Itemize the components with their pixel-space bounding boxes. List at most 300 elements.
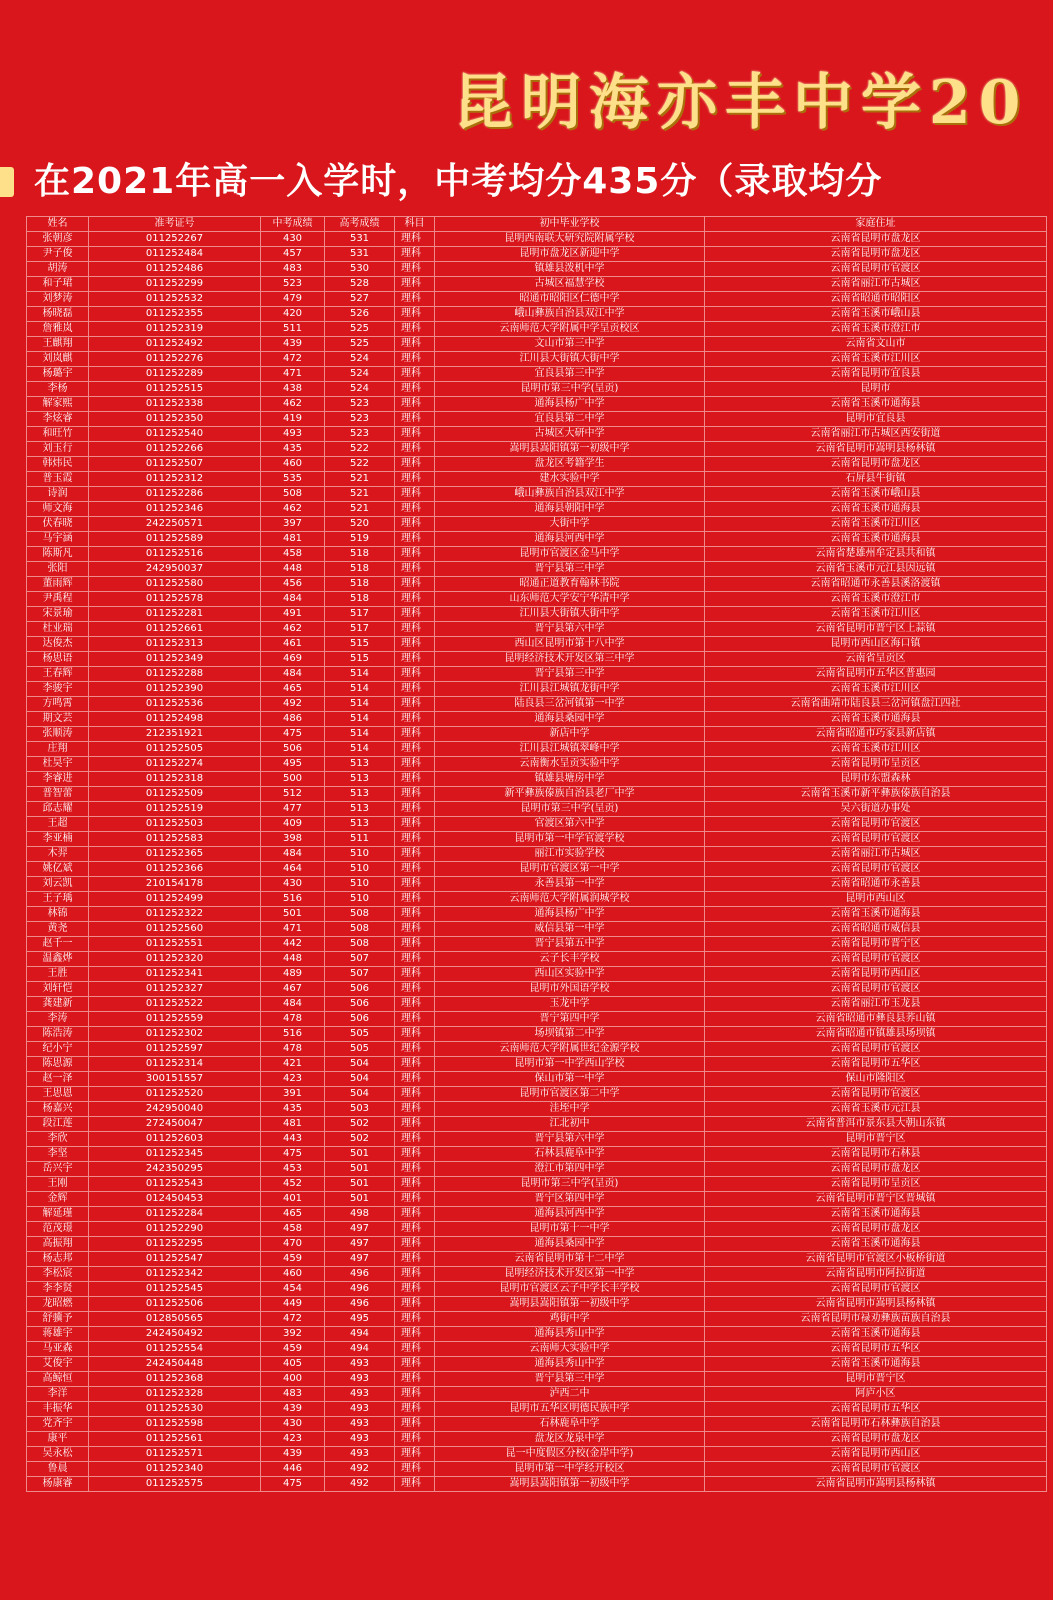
table-row [27,817,1047,832]
name-cell: 刘轩恺 [27,982,89,997]
table-row [27,1072,1047,1087]
school-cell: 昆明市盘龙区新迎中学 [435,247,705,262]
name-cell: 杨志邦 [27,1252,89,1267]
exam-id-cell: 011252327 [89,982,261,997]
gaokao-score-cell: 497 [325,1222,395,1237]
school-cell: 永善县第一中学 [435,877,705,892]
address-cell: 云南省玉溪市新平彝族傣族自治县 [705,787,1047,802]
address-cell: 云南省玉溪市通海县 [705,502,1047,517]
zhongkao-score-cell: 475 [261,1477,325,1492]
name-cell: 李亚楠 [27,832,89,847]
table-row [27,367,1047,382]
exam-id-cell: 011252507 [89,457,261,472]
table-row [27,1117,1047,1132]
exam-id-cell: 011252503 [89,817,261,832]
exam-id-cell: 011252322 [89,907,261,922]
name-cell: 张阳 [27,562,89,577]
exam-id-cell: 011252486 [89,262,261,277]
school-cell: 石林鹿阜中学 [435,1417,705,1432]
name-cell: 和子珺 [27,277,89,292]
address-cell: 云南省玉溪市通海县 [705,532,1047,547]
zhongkao-score-cell: 481 [261,1117,325,1132]
address-cell: 云南省丽江市玉龙县 [705,997,1047,1012]
table-row [27,967,1047,982]
name-cell: 杨璐宇 [27,367,89,382]
table-row [27,1252,1047,1267]
zhongkao-score-cell: 495 [261,757,325,772]
gaokao-score-cell: 522 [325,457,395,472]
address-cell: 昆明市晋宁区 [705,1372,1047,1387]
address-cell: 云南省玉溪市通海县 [705,397,1047,412]
gaokao-score-cell: 510 [325,877,395,892]
zhongkao-score-cell: 435 [261,442,325,457]
address-cell: 云南省昆明市嵩明县杨林镇 [705,1297,1047,1312]
school-cell: 昆明市第三中学(呈贡) [435,802,705,817]
exam-id-cell: 011252274 [89,757,261,772]
gaokao-score-cell: 528 [325,277,395,292]
table-row [27,682,1047,697]
school-cell: 大街中学 [435,517,705,532]
subject-cell: 理科 [395,292,435,307]
exam-id-cell: 242250571 [89,517,261,532]
table-row [27,847,1047,862]
table-row [27,712,1047,727]
exam-id-cell: 011252484 [89,247,261,262]
subject-cell: 理科 [395,1132,435,1147]
exam-id-cell: 011252390 [89,682,261,697]
school-cell: 玉龙中学 [435,997,705,1012]
table-row [27,1222,1047,1237]
gaokao-score-cell: 501 [325,1147,395,1162]
zhongkao-score-cell: 460 [261,457,325,472]
subject-cell: 理科 [395,1042,435,1057]
exam-id-cell: 011252540 [89,427,261,442]
school-cell: 昭通市昭阳区仁德中学 [435,292,705,307]
table-row [27,307,1047,322]
gaokao-score-cell: 510 [325,862,395,877]
name-cell: 黄尧 [27,922,89,937]
gaokao-score-cell: 531 [325,247,395,262]
zhongkao-score-cell: 457 [261,247,325,262]
address-cell: 云南省昆明市阿拉街道 [705,1267,1047,1282]
name-cell: 舒骥予 [27,1312,89,1327]
subject-cell: 理科 [395,322,435,337]
school-cell: 宜良县第二中学 [435,412,705,427]
table-row [27,772,1047,787]
name-cell: 刘梦涛 [27,292,89,307]
subject-cell: 理科 [395,667,435,682]
gaokao-score-cell: 494 [325,1342,395,1357]
table-row [27,1327,1047,1342]
exam-id-cell: 011252578 [89,592,261,607]
table-row [27,1162,1047,1177]
name-cell: 刘岚麒 [27,352,89,367]
zhongkao-score-cell: 462 [261,502,325,517]
name-cell: 王思恩 [27,1087,89,1102]
zhongkao-score-cell: 430 [261,877,325,892]
table-row [27,862,1047,877]
zhongkao-score-cell: 471 [261,367,325,382]
zhongkao-score-cell: 438 [261,382,325,397]
gaokao-score-cell: 511 [325,832,395,847]
address-cell: 云南省昆明市官渡区 [705,832,1047,847]
gaokao-score-cell: 514 [325,682,395,697]
column-header: 中考成绩 [261,217,325,232]
exam-id-cell: 011252365 [89,847,261,862]
address-cell: 云南省昆明市宜良县 [705,367,1047,382]
zhongkao-score-cell: 458 [261,1222,325,1237]
school-cell: 嵩明县嵩阳镇第一初级中学 [435,1477,705,1492]
exam-id-cell: 011252499 [89,892,261,907]
zhongkao-score-cell: 465 [261,682,325,697]
school-cell: 昆明市官渡区第一中学 [435,862,705,877]
subtitle-text: 在2021年高一入学时，中考均分435分（录取均分 [34,161,883,202]
name-cell: 邱志耀 [27,802,89,817]
subject-cell: 理科 [395,1357,435,1372]
gaokao-score-cell: 513 [325,772,395,787]
subject-cell: 理科 [395,637,435,652]
address-cell: 云南省昆明市盘龙区 [705,1432,1047,1447]
school-cell: 古城区福慧学校 [435,277,705,292]
school-cell: 云南省昆明市第十二中学 [435,1252,705,1267]
zhongkao-score-cell: 516 [261,892,325,907]
gaokao-score-cell: 514 [325,742,395,757]
subject-cell: 理科 [395,1237,435,1252]
subject-cell: 理科 [395,1462,435,1477]
school-cell: 西山区实验中学 [435,967,705,982]
table-row [27,1312,1047,1327]
table-row [27,1282,1047,1297]
exam-id-cell: 011252551 [89,937,261,952]
name-cell: 李坚 [27,1147,89,1162]
school-cell: 官渡区第六中学 [435,817,705,832]
zhongkao-score-cell: 442 [261,937,325,952]
gaokao-score-cell: 502 [325,1132,395,1147]
table-row [27,997,1047,1012]
name-cell: 范茂璟 [27,1222,89,1237]
column-header: 家庭住址 [705,217,1047,232]
name-cell: 陈思源 [27,1057,89,1072]
gaokao-score-cell: 518 [325,562,395,577]
address-cell: 云南省呈贡区 [705,652,1047,667]
school-cell: 洼垤中学 [435,1102,705,1117]
table-row [27,547,1047,562]
table-row [27,697,1047,712]
address-cell: 云南省昭通市永善县 [705,877,1047,892]
address-cell: 云南省昆明市官渡区 [705,262,1047,277]
name-cell: 尹子俊 [27,247,89,262]
exam-id-cell: 011252597 [89,1042,261,1057]
name-cell: 陈斯凡 [27,547,89,562]
name-cell: 艾俊宇 [27,1357,89,1372]
zhongkao-score-cell: 420 [261,307,325,322]
zhongkao-score-cell: 477 [261,802,325,817]
exam-id-cell: 212351921 [89,727,261,742]
gaokao-score-cell: 517 [325,607,395,622]
table-row [27,292,1047,307]
zhongkao-score-cell: 484 [261,997,325,1012]
school-cell: 昆明经济技术开发区第一中学 [435,1267,705,1282]
address-cell: 云南省昆明市五华区 [705,1342,1047,1357]
table-row [27,1477,1047,1492]
zhongkao-score-cell: 448 [261,562,325,577]
name-cell: 王刚 [27,1177,89,1192]
exam-id-cell: 011252520 [89,1087,261,1102]
name-cell: 韩炜民 [27,457,89,472]
address-cell: 云南省玉溪市元江县 [705,1102,1047,1117]
name-cell: 张朝彦 [27,232,89,247]
exam-id-cell: 242450492 [89,1327,261,1342]
school-cell: 江川县江城镇龙街中学 [435,682,705,697]
gaokao-score-cell: 495 [325,1312,395,1327]
address-cell: 云南省昭通市威信县 [705,922,1047,937]
gaokao-score-cell: 493 [325,1417,395,1432]
table-row [27,667,1047,682]
exam-id-cell: 011252580 [89,577,261,592]
school-cell: 峨山彝族自治县双江中学 [435,487,705,502]
exam-id-cell: 011252302 [89,1027,261,1042]
address-cell: 云南省昆明市盘龙区 [705,247,1047,262]
name-cell: 姚亿斌 [27,862,89,877]
zhongkao-score-cell: 484 [261,667,325,682]
zhongkao-score-cell: 465 [261,1207,325,1222]
table-row [27,592,1047,607]
subject-cell: 理科 [395,622,435,637]
table-row [27,1342,1047,1357]
zhongkao-score-cell: 481 [261,532,325,547]
gaokao-score-cell: 525 [325,322,395,337]
table-row [27,1237,1047,1252]
address-cell: 保山市隆阳区 [705,1072,1047,1087]
gaokao-score-cell: 520 [325,517,395,532]
zhongkao-score-cell: 448 [261,952,325,967]
address-cell: 云南省玉溪市澄江市 [705,322,1047,337]
subject-cell: 理科 [395,802,435,817]
name-cell: 杜业瑞 [27,622,89,637]
zhongkao-score-cell: 484 [261,592,325,607]
school-cell: 昆明市五华区明德民族中学 [435,1402,705,1417]
name-cell: 王春辉 [27,667,89,682]
subject-cell: 理科 [395,607,435,622]
subject-cell: 理科 [395,1012,435,1027]
exam-id-cell: 011252328 [89,1387,261,1402]
name-cell: 胡涛 [27,262,89,277]
address-cell: 昆明市 [705,382,1047,397]
school-cell: 晋宁县第五中学 [435,937,705,952]
address-cell: 云南省昭通市永善县溪洛渡镇 [705,577,1047,592]
gaokao-score-cell: 494 [325,1327,395,1342]
address-cell: 云南省玉溪市峨山县 [705,487,1047,502]
address-cell: 云南省玉溪市通海县 [705,1237,1047,1252]
school-cell: 峨山彝族自治县双江中学 [435,307,705,322]
address-cell: 云南省昆明市官渡区 [705,817,1047,832]
school-cell: 云南师范大学附属润城学校 [435,892,705,907]
table-row [27,382,1047,397]
address-cell: 吴六街道办事处 [705,802,1047,817]
name-cell: 张顺涛 [27,727,89,742]
address-cell: 云南省昆明市呈贡区 [705,757,1047,772]
address-cell: 云南省玉溪市元江县因远镇 [705,562,1047,577]
name-cell: 赵一泽 [27,1072,89,1087]
name-cell: 杜昊宇 [27,757,89,772]
school-cell: 通海县秀山中学 [435,1357,705,1372]
exam-id-cell: 011252345 [89,1147,261,1162]
zhongkao-score-cell: 472 [261,352,325,367]
name-cell: 李骏宇 [27,682,89,697]
gaokao-score-cell: 514 [325,727,395,742]
subject-cell: 理科 [395,757,435,772]
name-cell: 王超 [27,817,89,832]
subject-cell: 理科 [395,937,435,952]
address-cell: 云南省玉溪市通海县 [705,1207,1047,1222]
school-cell: 昆明市第一中学经开校区 [435,1462,705,1477]
gaokao-score-cell: 493 [325,1402,395,1417]
exam-id-cell: 011252492 [89,337,261,352]
school-cell: 云南衡水呈贡实验中学 [435,757,705,772]
zhongkao-score-cell: 435 [261,1102,325,1117]
name-cell: 龚建新 [27,997,89,1012]
exam-id-cell: 011252505 [89,742,261,757]
exam-id-cell: 011252661 [89,622,261,637]
school-cell: 江川县大街镇大街中学 [435,352,705,367]
school-cell: 昆明市官渡区云子中学长丰学校 [435,1282,705,1297]
gaokao-score-cell: 521 [325,487,395,502]
exam-id-cell: 011252536 [89,697,261,712]
table-row [27,577,1047,592]
gaokao-score-cell: 508 [325,937,395,952]
name-cell: 普玉霞 [27,472,89,487]
school-cell: 昆明市第三中学(呈贡) [435,382,705,397]
table-row [27,457,1047,472]
exam-id-cell: 011252366 [89,862,261,877]
zhongkao-score-cell: 456 [261,577,325,592]
zhongkao-score-cell: 506 [261,742,325,757]
subject-cell: 理科 [395,1402,435,1417]
name-cell: 高振翔 [27,1237,89,1252]
name-cell: 诗润 [27,487,89,502]
address-cell: 云南省昆明市官渡区 [705,1042,1047,1057]
name-cell: 刘云凯 [27,877,89,892]
gaokao-score-cell: 515 [325,652,395,667]
subject-cell: 理科 [395,367,435,382]
zhongkao-score-cell: 439 [261,1402,325,1417]
gaokao-score-cell: 493 [325,1387,395,1402]
subject-cell: 理科 [395,1297,435,1312]
school-cell: 晋宁县第六中学 [435,1132,705,1147]
name-cell: 段江莲 [27,1117,89,1132]
subject-cell: 理科 [395,427,435,442]
exam-id-cell: 011252346 [89,502,261,517]
exam-id-cell: 011252284 [89,1207,261,1222]
table-row [27,517,1047,532]
gaokao-score-cell: 513 [325,802,395,817]
exam-id-cell: 011252583 [89,832,261,847]
address-cell: 云南省昆明市官渡区 [705,952,1047,967]
gaokao-score-cell: 513 [325,757,395,772]
subject-cell: 理科 [395,577,435,592]
name-cell: 尹禹程 [27,592,89,607]
subject-cell: 理科 [395,682,435,697]
address-cell: 云南省玉溪市通海县 [705,1357,1047,1372]
table-row [27,982,1047,997]
subject-cell: 理科 [395,787,435,802]
gaokao-score-cell: 504 [325,1072,395,1087]
name-cell: 高鲸恒 [27,1372,89,1387]
exam-id-cell: 011252349 [89,652,261,667]
zhongkao-score-cell: 489 [261,967,325,982]
subject-cell: 理科 [395,1387,435,1402]
table-row [27,607,1047,622]
zhongkao-score-cell: 421 [261,1057,325,1072]
table-row [27,262,1047,277]
address-cell: 云南省昆明市嵩明县杨林镇 [705,442,1047,457]
table-row [27,1297,1047,1312]
table-row [27,907,1047,922]
name-cell: 吴永松 [27,1447,89,1462]
subject-cell: 理科 [395,1282,435,1297]
table-row [27,1432,1047,1447]
gaokao-score-cell: 496 [325,1297,395,1312]
school-cell: 通海县朝阳中学 [435,502,705,517]
exam-id-cell: 210154178 [89,877,261,892]
address-cell: 云南省昆明市禄劝彝族苗族自治县 [705,1312,1047,1327]
exam-id-cell: 011252355 [89,307,261,322]
table-row [27,277,1047,292]
gaokao-score-cell: 504 [325,1087,395,1102]
school-cell: 晋宁县第六中学 [435,622,705,637]
subject-cell: 理科 [395,1117,435,1132]
subject-cell: 理科 [395,397,435,412]
subject-cell: 理科 [395,1312,435,1327]
subject-cell: 理科 [395,1177,435,1192]
name-cell: 伏春晓 [27,517,89,532]
address-cell: 云南省玉溪市通海县 [705,907,1047,922]
zhongkao-score-cell: 500 [261,772,325,787]
zhongkao-score-cell: 430 [261,232,325,247]
subject-cell: 理科 [395,967,435,982]
school-cell: 通海县杨广中学 [435,907,705,922]
school-cell: 宜良县第三中学 [435,367,705,382]
table-row [27,322,1047,337]
zhongkao-score-cell: 419 [261,412,325,427]
subject-cell: 理科 [395,1267,435,1282]
zhongkao-score-cell: 501 [261,907,325,922]
name-cell: 杨思语 [27,652,89,667]
name-cell: 李洋 [27,1387,89,1402]
name-cell: 师文海 [27,502,89,517]
table-row [27,1147,1047,1162]
school-cell: 通海县河西中学 [435,532,705,547]
name-cell: 李松宸 [27,1267,89,1282]
exam-id-cell: 242350295 [89,1162,261,1177]
table-row [27,1387,1047,1402]
subject-cell: 理科 [395,862,435,877]
address-cell: 云南省玉溪市澄江市 [705,592,1047,607]
zhongkao-score-cell: 460 [261,1267,325,1282]
column-header: 初中毕业学校 [435,217,705,232]
address-cell: 云南省昆明市石林彝族自治县 [705,1417,1047,1432]
gaokao-score-cell: 510 [325,892,395,907]
zhongkao-score-cell: 491 [261,607,325,622]
subject-cell: 理科 [395,1072,435,1087]
table-row [27,787,1047,802]
gaokao-score-cell: 507 [325,967,395,982]
table-row [27,802,1047,817]
address-cell: 云南省玉溪市通海县 [705,712,1047,727]
school-cell: 昆明市第一中学官渡学校 [435,832,705,847]
gaokao-score-cell: 513 [325,817,395,832]
exam-id-cell: 011252266 [89,442,261,457]
